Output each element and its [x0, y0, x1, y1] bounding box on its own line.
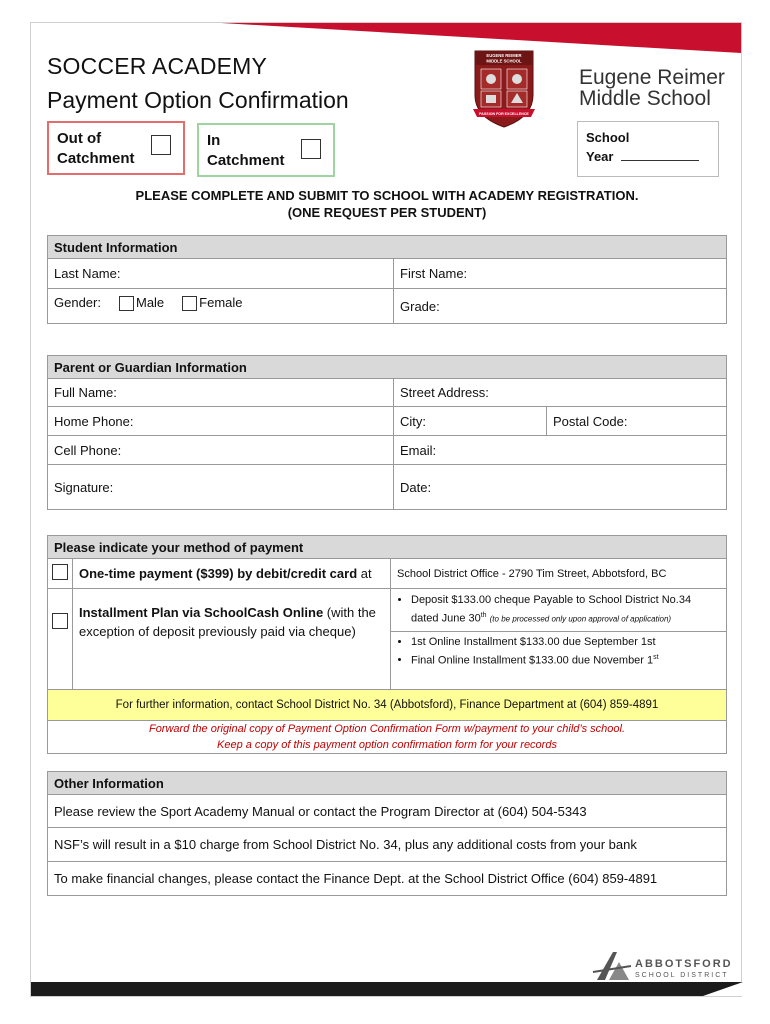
district-name-sub: SCHOOL DISTRICT [635, 972, 729, 979]
street-address-field[interactable] [394, 379, 727, 407]
student-info-heading: Student Information [48, 236, 727, 259]
instructions-line2: (ONE REQUEST PER STUDENT) [287, 205, 487, 220]
page-subtitle: Payment Option Confirmation [47, 87, 349, 113]
final-installment-bullet [411, 650, 720, 669]
postal-code-label: Postal Code: [553, 413, 628, 429]
one-time-payment-checkbox-cell[interactable] [48, 559, 73, 589]
street-address-label: Street Address: [400, 385, 489, 400]
svg-text:EUGENE REIMER: EUGENE REIMER [486, 53, 522, 58]
instructions [47, 187, 727, 221]
other-info-line2: NSF’s will result in a $10 charge from School District No. 34, plus any additional costs from your bank [48, 828, 727, 862]
forward-line1: Forward the original copy of Payment Option Confirmation Form w/payment to your child’s school. [148, 723, 626, 735]
deposit-note: (to be processed only upon approval of application) [489, 614, 672, 624]
postal-code-field[interactable] [547, 407, 727, 436]
school-year-field[interactable] [621, 148, 699, 161]
payment-table [47, 535, 727, 754]
further-info-banner: For further information, contact School District No. 34 (Abbotsford), Finance Department at (604) 859-4891 [48, 690, 727, 721]
other-info-line3: To make financial changes, please contact the Finance Dept. at the School District Office (604) 859-4891 [48, 862, 727, 896]
male-checkbox[interactable] [119, 296, 134, 311]
out-of-catchment-label1: Out of [57, 130, 102, 147]
svg-text:PASSION FOR EXCELLENCE: PASSION FOR EXCELLENCE [479, 111, 529, 116]
other-info-heading: Other Information [48, 772, 727, 795]
out-of-catchment-label2: Catchment [57, 150, 135, 167]
signature-label: Signature: [54, 479, 114, 495]
last-name-label: Last Name: [54, 266, 121, 281]
payment-location: School District Office - 2790 Tim Street, Abbotsford, BC [391, 559, 727, 589]
email-label: Email: [400, 442, 437, 458]
first-name-label: First Name: [400, 266, 468, 281]
in-catchment-label1: In [207, 132, 221, 149]
other-info-line1: Please review the Sport Academy Manual or contact the Program Director at (604) 504-5343 [48, 795, 727, 828]
grade-field[interactable] [394, 289, 727, 324]
home-phone-field[interactable] [48, 407, 394, 436]
city-field[interactable] [394, 407, 547, 436]
one-time-payment-label: One-time payment ($399) by debit/credit card [79, 566, 358, 581]
one-time-payment-checkbox[interactable] [52, 564, 68, 580]
parent-info-heading: Parent or Guardian Information [48, 356, 727, 379]
installment-checkbox-cell[interactable] [48, 589, 73, 690]
first-name-field[interactable] [394, 259, 727, 289]
home-phone-label: Home Phone: [54, 413, 134, 429]
gender-field [48, 289, 394, 324]
parent-info-table [47, 355, 727, 510]
signature-field[interactable] [48, 465, 394, 510]
school-year-label1: School [586, 130, 630, 145]
installment-checkbox[interactable] [52, 613, 68, 629]
cell-phone-field[interactable] [48, 436, 394, 465]
installment-details [391, 589, 727, 690]
installment-label: Installment Plan via SchoolCash Online [79, 605, 324, 620]
in-catchment-option [197, 123, 335, 177]
last-name-field[interactable] [48, 259, 394, 289]
female-checkbox[interactable] [182, 296, 197, 311]
installment-option [73, 589, 391, 690]
page-title: SOCCER ACADEMY [47, 53, 268, 79]
school-year-box [577, 121, 719, 177]
other-info-table [47, 771, 727, 896]
school-crest-logo [471, 47, 537, 129]
email-field[interactable] [394, 436, 727, 465]
full-name-label: Full Name: [54, 385, 117, 400]
gender-label: Gender: [54, 295, 101, 310]
payment-heading: Please indicate your method of payment [48, 536, 727, 559]
forward-line2: Keep a copy of this payment option confirmation form for your records [217, 739, 557, 751]
installment-note: (with the exception of deposit previously paid via cheque) [79, 605, 376, 639]
city-label: City: [400, 413, 426, 429]
cell-phone-label: Cell Phone: [54, 442, 122, 458]
form-page [30, 22, 742, 997]
date-field[interactable] [394, 465, 727, 510]
grade-label: Grade: [400, 298, 440, 314]
school-name-line1: Eugene Reimer [579, 66, 725, 89]
female-label: Female [199, 295, 243, 310]
deposit-sup: th [480, 612, 487, 619]
forward-instructions [48, 721, 727, 754]
one-time-payment-option [73, 559, 391, 589]
bottom-bar [31, 982, 743, 996]
svg-text:MIDDLE SCHOOL: MIDDLE SCHOOL [486, 58, 522, 64]
deposit-text: Deposit $133.00 cheque Payable to School District No.34 dated June 30 [411, 594, 692, 625]
district-name [635, 958, 733, 982]
date-label: Date: [400, 479, 432, 495]
instructions-line1: PLEASE COMPLETE AND SUBMIT TO SCHOOL WITH ACADEMY REGISTRATION. [135, 188, 639, 203]
out-of-catchment-checkbox[interactable] [151, 135, 171, 155]
male-label: Male [135, 295, 165, 310]
out-of-catchment-option [47, 121, 185, 175]
deposit-bullet [411, 593, 720, 627]
school-name-line2: Middle School [579, 87, 711, 110]
one-time-payment-at: at [357, 566, 372, 581]
district-name-main: ABBOTSFORD [635, 958, 733, 970]
in-catchment-checkbox[interactable] [301, 139, 321, 159]
school-year-label2: Year [586, 149, 614, 164]
in-catchment-label2: Catchment [207, 152, 285, 169]
final-installment-text: Final Online Installment $133.00 due November 1 [411, 654, 654, 667]
student-info-table [47, 235, 727, 324]
full-name-field[interactable] [48, 379, 394, 407]
school-name [579, 67, 725, 109]
first-installment-bullet: • 1st Online Installment $133.00 due September 1st [411, 635, 720, 650]
final-installment-sup: st [653, 653, 659, 661]
